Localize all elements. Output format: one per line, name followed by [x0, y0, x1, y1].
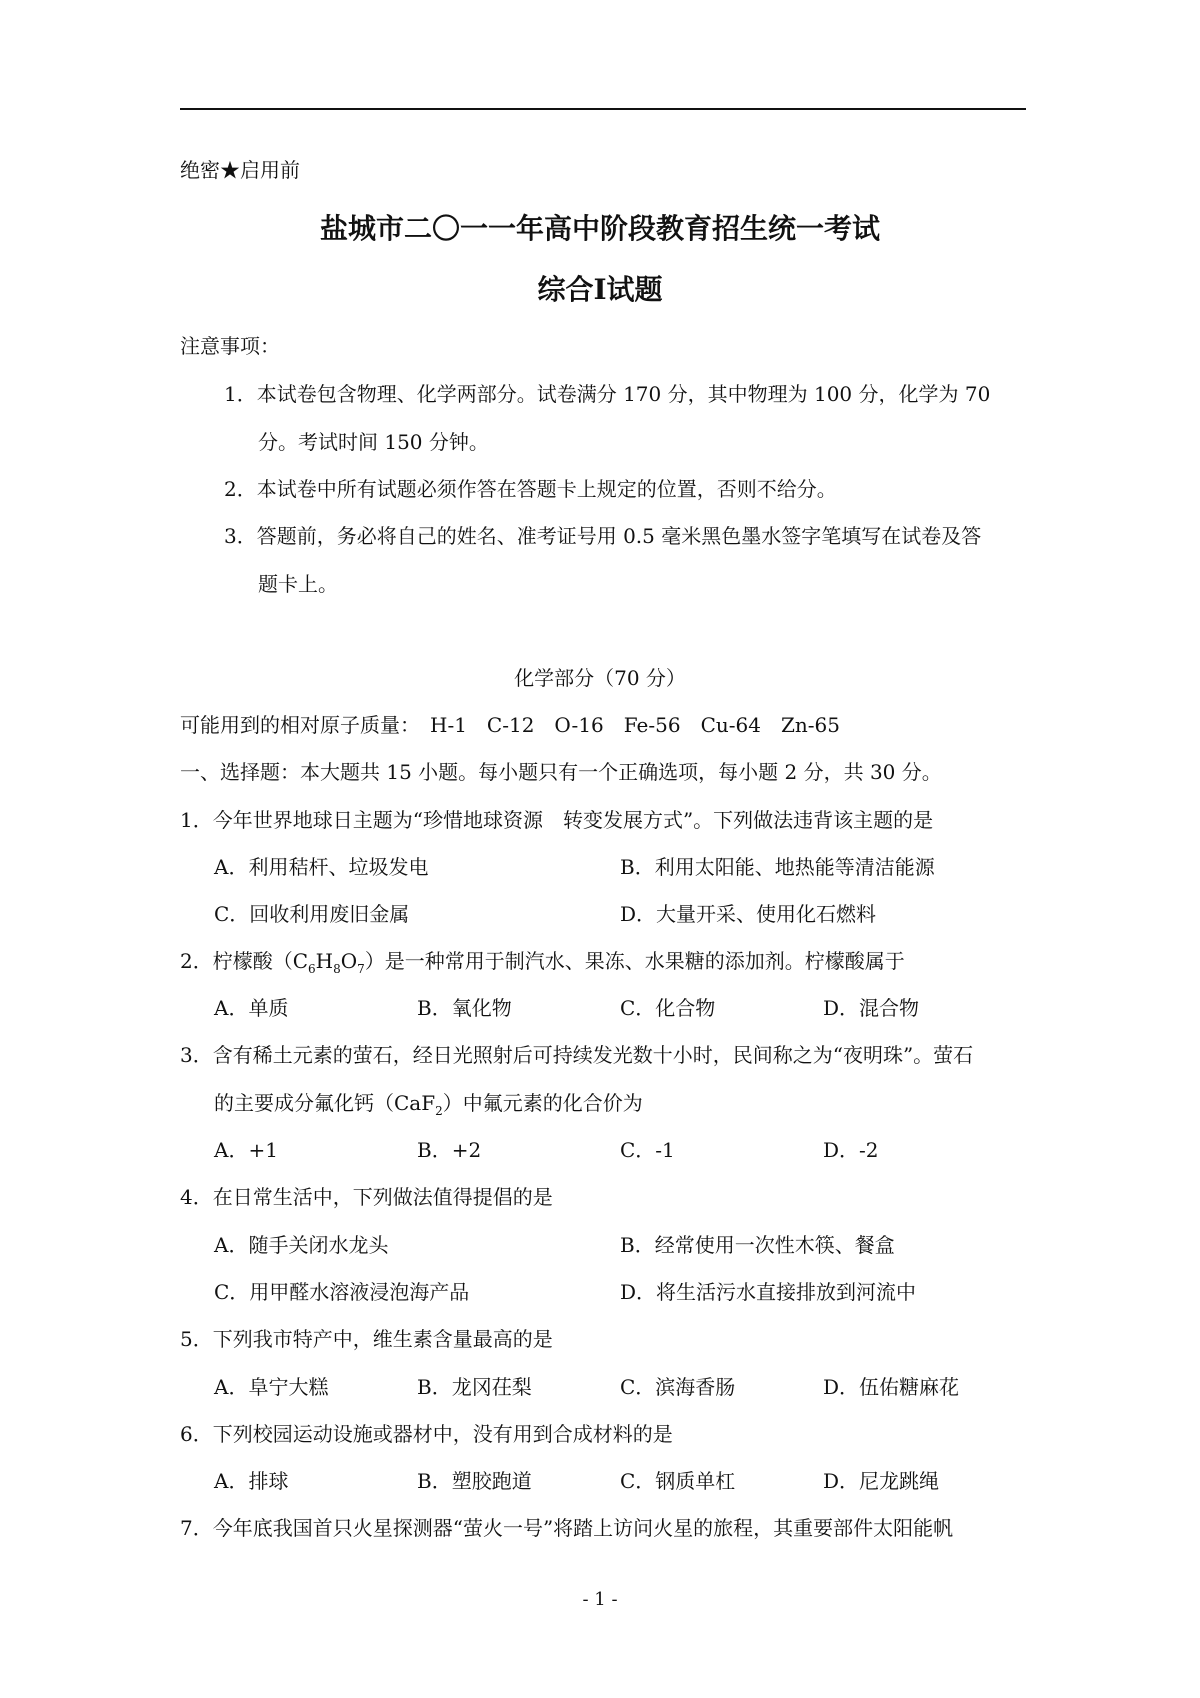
chem-section-title: 化学部分（70 分）	[514, 666, 686, 690]
q1-option-a: A．利用秸杆、垃圾发电	[214, 855, 429, 879]
q5-option-d: D．伍佑糖麻花	[823, 1375, 960, 1399]
q6-option-b: B．塑胶跑道	[417, 1469, 532, 1493]
q6-option-d: D．尼龙跳绳	[823, 1469, 940, 1493]
q4-option-a: A．随手关闭水龙头	[214, 1233, 389, 1257]
note-3-cont: 题卡上。	[258, 572, 338, 596]
q5-stem: 5．下列我市特产中，维生素含量最高的是	[180, 1327, 553, 1351]
q3-stem-line2: 的主要成分氟化钙（CaF$_2$）中氟元素的化合价为	[214, 1091, 643, 1118]
q5-options	[214, 1373, 1026, 1401]
q7-stem: 7．今年底我国首只火星探测器“萤火一号”将踏上访问火星的旅程，其重要部件太阳能帆	[180, 1516, 954, 1540]
q6-stem: 6．下列校园运动设施或器材中，没有用到合成材料的是	[180, 1422, 673, 1446]
q4-option-d: D．将生活污水直接排放到河流中	[620, 1280, 917, 1304]
note-1: 1．本试卷包含物理、化学两部分。试卷满分 170 分，其中物理为 100 分，化学为 70	[224, 382, 991, 406]
notes-heading: 注意事项：	[180, 334, 280, 358]
q3-option-d: D．-2	[823, 1138, 879, 1162]
atomic-masses: 可能用到的相对原子质量： H-1 C-12 O-16 Fe-56 Cu-64 Zn-65	[180, 713, 840, 737]
q5-option-a: A．阜宁大糕	[214, 1375, 329, 1399]
note-1-cont: 分。考试时间 150 分钟。	[258, 430, 489, 454]
q3-options	[214, 1136, 1026, 1164]
q2-option-b: B．氧化物	[417, 996, 512, 1020]
q2-option-c: C．化合物	[620, 996, 716, 1020]
q3-stem-line1: 3．含有稀土元素的萤石，经日光照射后可持续发光数十小时，民间称之为“夜明珠”。萤石	[180, 1043, 974, 1067]
q1-stem: 1．今年世界地球日主题为“珍惜地球资源 转变发展方式”。下列做法违背该主题的是	[180, 808, 934, 832]
q4-stem: 4．在日常生活中，下列做法值得提倡的是	[180, 1185, 553, 1209]
q2-option-a: A．单质	[214, 996, 289, 1020]
secret-label: 绝密★启用前	[180, 158, 300, 182]
q6-option-c: C．钢质单杠	[620, 1469, 736, 1493]
exam-title: 盐城市二〇一一年高中阶段教育招生统一考试	[319, 212, 880, 245]
q4-options-row1	[214, 1231, 1026, 1259]
q3-option-a: A．+1	[214, 1138, 278, 1162]
q1-options-row1	[214, 853, 1026, 881]
q3-option-b: B．+2	[417, 1138, 482, 1162]
note-2: 2．本试卷中所有试题必须作答在答题卡上规定的位置，否则不给分。	[224, 477, 837, 501]
q1-options-row2	[214, 900, 1026, 928]
q1-option-c: C．回收利用废旧金属	[214, 902, 410, 926]
q4-option-b: B．经常使用一次性木筷、餐盒	[620, 1233, 895, 1257]
q1-option-b: B．利用太阳能、地热能等清洁能源	[620, 855, 935, 879]
q2-option-d: D．混合物	[823, 996, 920, 1020]
header-rule	[180, 108, 1026, 110]
exam-subtitle: 综合Ⅰ试题	[537, 273, 663, 306]
page-number: - 1 -	[582, 1589, 618, 1610]
q6-option-a: A．排球	[214, 1469, 289, 1493]
q4-options-row2	[214, 1278, 1026, 1306]
q2-options	[214, 994, 1026, 1022]
q3-option-c: C．-1	[620, 1138, 675, 1162]
note-3: 3．答题前，务必将自己的姓名、准考证号用 0.5 毫米黑色墨水签字笔填写在试卷及答	[224, 524, 982, 548]
q5-option-b: B．龙冈茌梨	[417, 1375, 532, 1399]
part1-heading: 一、选择题：本大题共 15 小题。每小题只有一个正确选项，每小题 2 分，共 30 分。	[180, 760, 942, 784]
q2-stem: 2．柠檬酸$(C_6H_8O_7)$是一种常用于制汽水、果冻、水果糖的添加剂。柠檬酸属于	[180, 949, 905, 976]
q5-option-c: C．滨海香肠	[620, 1375, 736, 1399]
q6-options	[214, 1467, 1026, 1495]
q4-option-c: C．用甲醛水溶液浸泡海产品	[214, 1280, 470, 1304]
q1-option-d: D．大量开采、使用化石燃料	[620, 902, 877, 926]
